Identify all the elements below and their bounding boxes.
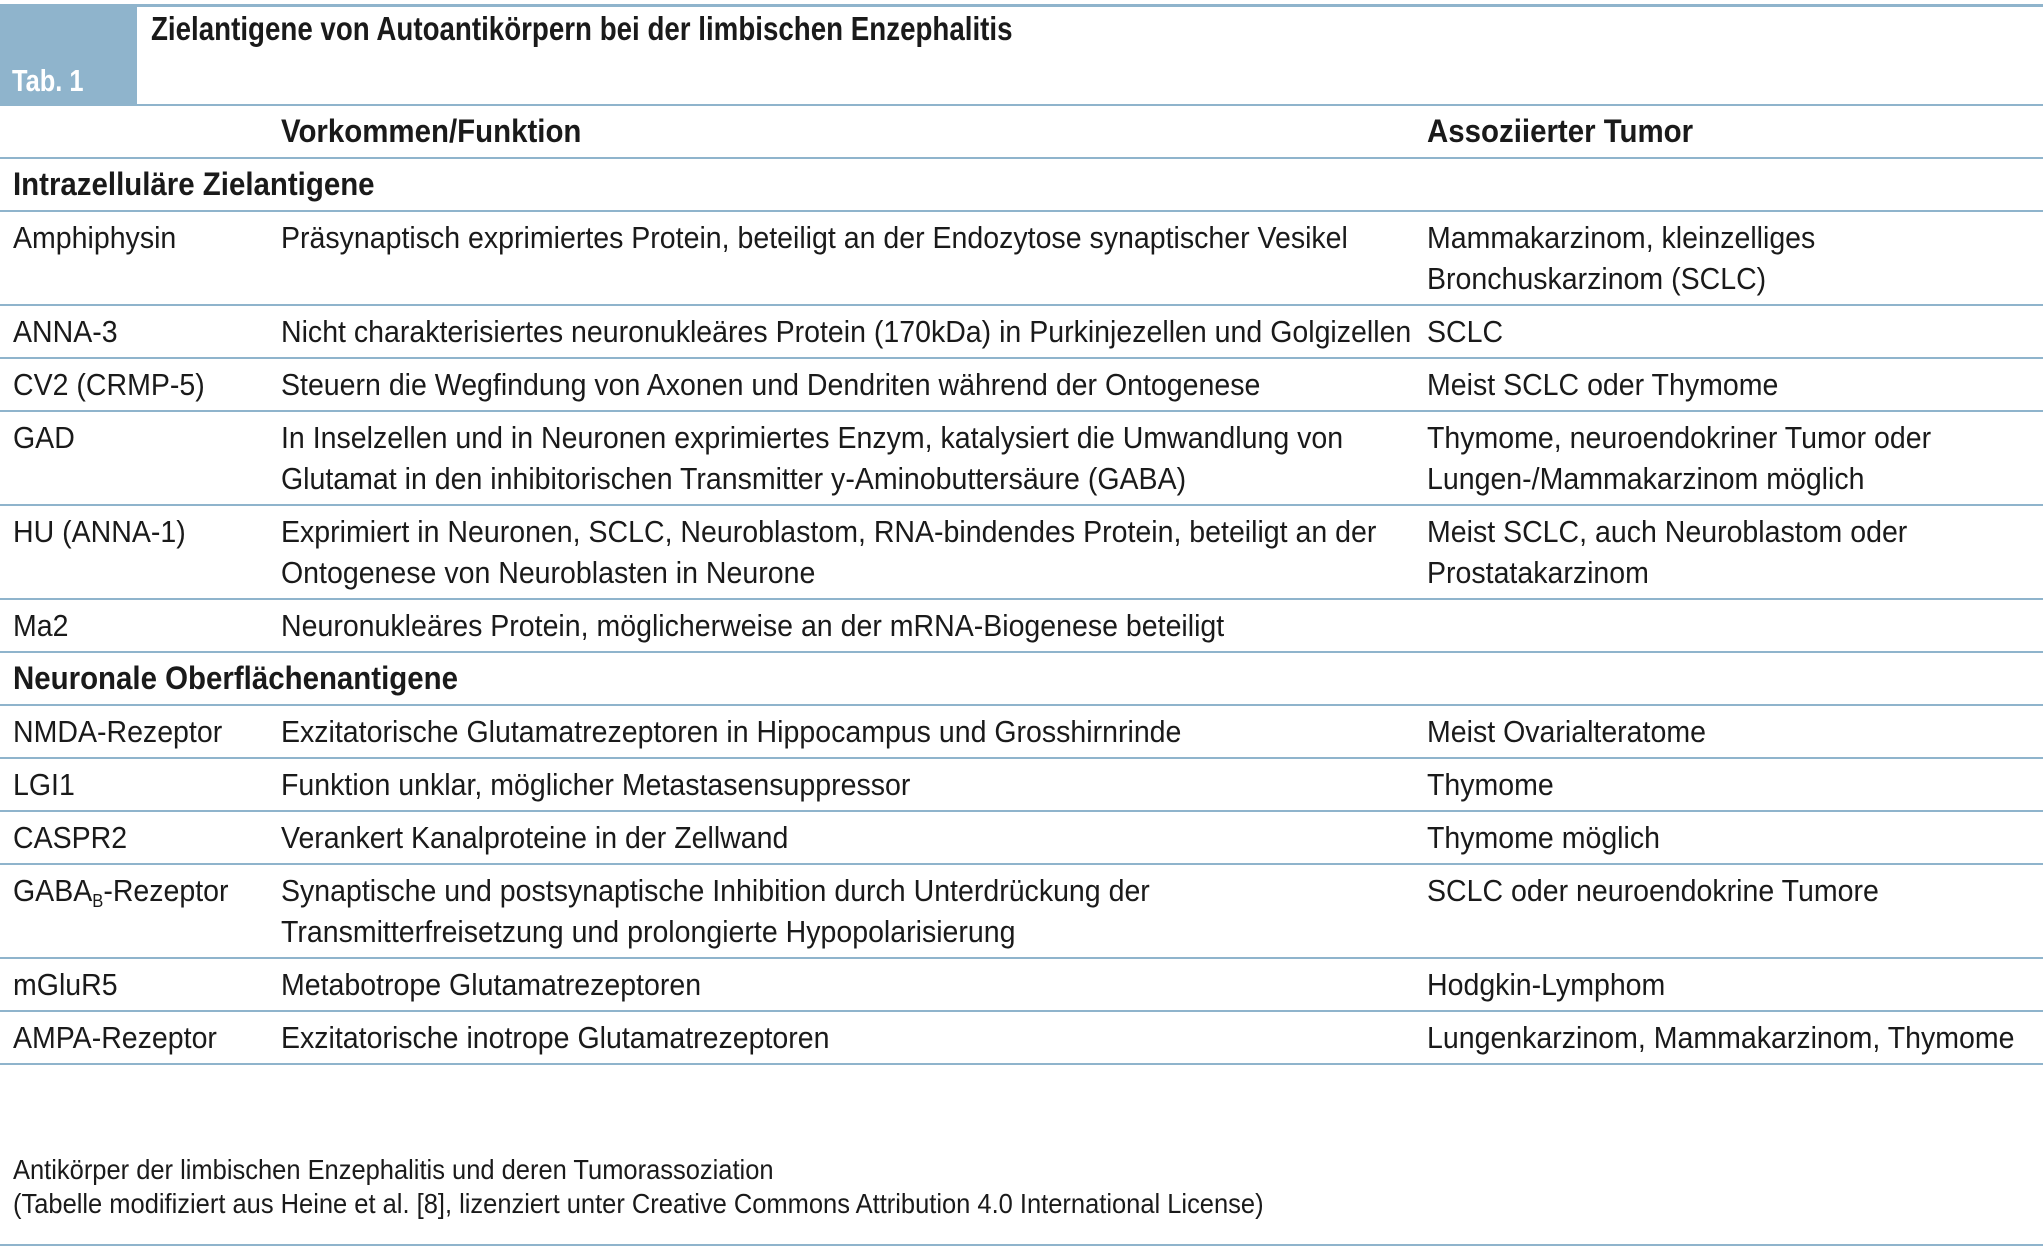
tumor-cell: Hodgkin-Lymphom	[1427, 958, 2043, 1011]
function-cell: Metabotrope Glutamatrezeptoren	[281, 958, 1427, 1011]
antigen-cell: NMDA-Rezeptor	[0, 705, 281, 758]
antigen-cell: mGluR5	[0, 958, 281, 1011]
antigen-subscript: B	[92, 891, 104, 911]
antigen-cell: GAD	[0, 411, 281, 505]
footnote-line-2: (Tabelle modifiziert aus Heine et al. [8], lizenziert unter Creative Commons Attribution 4.0 International License)	[13, 1188, 1264, 1219]
antigen-main: GABA	[13, 873, 93, 908]
antigen-cell: Amphiphysin	[0, 211, 281, 305]
tab-label: Tab. 1	[12, 63, 84, 98]
section-row	[0, 158, 2043, 211]
section-row	[0, 652, 2043, 705]
table-row	[0, 705, 2043, 758]
tumor-cell: Thymome	[1427, 758, 2043, 811]
column-header-row	[0, 106, 2043, 158]
tumor-cell: Lungenkarzinom, Mammakarzinom, Thymome	[1427, 1011, 2043, 1064]
column-header-antigen	[0, 106, 281, 158]
tumor-cell: SCLC oder neuroendokrine Tumore	[1427, 864, 2043, 958]
table-row	[0, 864, 2043, 958]
antigen-cell: Ma2	[0, 599, 281, 652]
table-row	[0, 411, 2043, 505]
tumor-cell: Mammakarzinom, kleinzelliges Bronchuskarzinom (SCLC)	[1427, 211, 2043, 305]
table-row	[0, 758, 2043, 811]
table-row	[0, 811, 2043, 864]
tumor-cell	[1427, 599, 2043, 652]
table-row	[0, 1011, 2043, 1064]
table-footnote	[13, 1153, 2013, 1221]
function-cell: Neuronukleäres Protein, möglicherweise an der mRNA-Biogenese beteiligt	[281, 599, 1427, 652]
tumor-cell: Meist Ovarialteratome	[1427, 705, 2043, 758]
function-cell: Verankert Kanalproteine in der Zellwand	[281, 811, 1427, 864]
section-title: Intrazelluläre Zielantigene	[0, 158, 2043, 211]
tab-badge	[0, 4, 137, 105]
function-cell: Exzitatorische Glutamatrezeptoren in Hippocampus und Grosshirnrinde	[281, 705, 1427, 758]
function-cell: Synaptische und postsynaptische Inhibition durch Unterdrückung der Transmitterfreisetzung und prolongierte Hypopolarisierung	[281, 864, 1427, 958]
tumor-cell: Meist SCLC, auch Neuroblastom oder Prostatakarzinom	[1427, 505, 2043, 599]
antigen-cell: CASPR2	[0, 811, 281, 864]
function-cell: Nicht charakterisiertes neuronukleäres Protein (170kDa) in Purkinjezellen und Golgizellen	[281, 305, 1427, 358]
table-row	[0, 958, 2043, 1011]
antigen-cell: ANNA-3	[0, 305, 281, 358]
function-cell: In Inselzellen und in Neuronen exprimiertes Enzym, katalysiert die Umwandlung von Glutamat in den inhibitorischen Transmitter y-Aminobuttersäure (GABA)	[281, 411, 1427, 505]
header-top-rule	[0, 4, 2043, 7]
tumor-cell: Meist SCLC oder Thymome	[1427, 358, 2043, 411]
antigen-cell: CV2 (CRMP-5)	[0, 358, 281, 411]
antigen-cell: LGI1	[0, 758, 281, 811]
table-row	[0, 505, 2043, 599]
section-title: Neuronale Oberflächenantigene	[0, 652, 2043, 705]
tumor-cell: Thymome, neuroendokriner Tumor oder Lungen-/Mammakarzinom möglich	[1427, 411, 2043, 505]
table-row	[0, 211, 2043, 305]
antigen-suffix: -Rezeptor	[103, 873, 229, 908]
column-header-tumor: Assoziierter Tumor	[1427, 106, 2043, 158]
antigen-cell: AMPA-Rezeptor	[0, 1011, 281, 1064]
function-cell: Steuern die Wegfindung von Axonen und Dendriten während der Ontogenese	[281, 358, 1427, 411]
antigen-cell: HU (ANNA-1)	[0, 505, 281, 599]
table-header	[0, 0, 2043, 106]
tumor-cell: SCLC	[1427, 305, 2043, 358]
footer-rule	[0, 1244, 2043, 1246]
table-body	[0, 158, 2043, 1064]
function-cell: Exprimiert in Neuronen, SCLC, Neuroblastom, RNA-bindendes Protein, beteiligt an der Ontogenese von Neuroblasten in Neurone	[281, 505, 1427, 599]
function-cell: Funktion unklar, möglicher Metastasensuppressor	[281, 758, 1427, 811]
function-cell: Präsynaptisch exprimiertes Protein, beteiligt an der Endozytose synaptischer Vesikel	[281, 211, 1427, 305]
tumor-cell: Thymome möglich	[1427, 811, 2043, 864]
function-cell: Exzitatorische inotrope Glutamatrezeptoren	[281, 1011, 1427, 1064]
footnote-line-1: Antikörper der limbischen Enzephalitis und deren Tumorassoziation	[13, 1154, 774, 1185]
antigen-cell	[0, 864, 281, 958]
table-row	[0, 599, 2043, 652]
table-row	[0, 358, 2043, 411]
column-header-function: Vorkommen/Funktion	[281, 106, 1427, 158]
table-title: Zielantigene von Autoantikörpern bei der limbischen Enzephalitis	[151, 10, 1013, 47]
antigen-table	[0, 106, 2043, 1065]
table-row	[0, 305, 2043, 358]
